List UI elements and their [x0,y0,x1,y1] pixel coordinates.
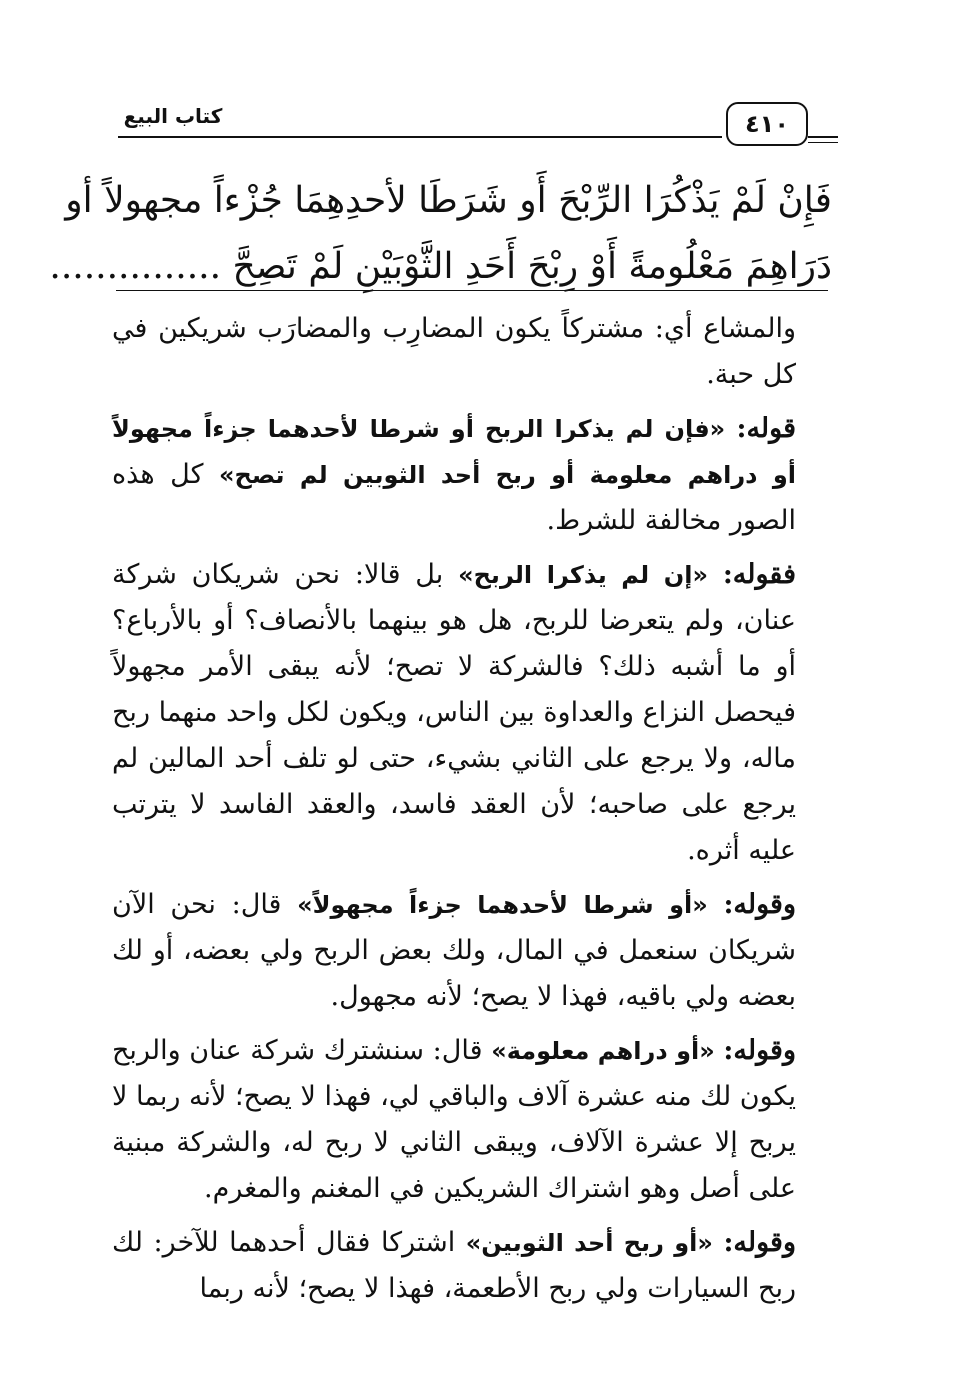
paragraph-lead: وقوله: [723,1227,796,1258]
matn-line-1: فَإِنْ لَمْ يَذْكُرَا الرِّبْحَ أَو شَرَطَا لأحدِهِمَا جُزْءاً مجهولاً أو [65,180,832,221]
paragraph-lead: قوله: [736,413,797,444]
matn-divider [116,290,828,291]
paragraph-lead: وقوله: [723,889,796,920]
paragraph-3 [112,552,832,874]
page-header [118,100,836,156]
paragraph-4 [112,882,832,1020]
matn-text [49,168,832,300]
paragraph-text: قال: نحن الآن شريكان سنعمل في المال، ولك بعض الربح ولي بعضه، أو لك بعضه ولي باقيه، فهذا لا يصح؛ لأنه مجهول. [112,889,796,1012]
paragraph-quote: «أو دراهم معلومة» [491,1037,715,1065]
paragraph-1 [112,306,832,398]
running-title: كتاب البيع [123,104,223,128]
header-rule [118,136,722,138]
paragraph-lead: فقوله: [722,559,796,590]
paragraph-quote: «فإن لم يذكرا الربح أو شرطا لأحدهما جزءاً مجهولاً أو دراهم معلومة أو ربح أحد الثوبين لم تصح» [112,415,796,489]
paragraph-quote: «أو شرطا لأحدهما جزءاً مجهولاً» [297,891,708,919]
header-rule-short [808,136,838,138]
paragraph-6 [112,1220,832,1312]
paragraph-text: والمشاع أي: مشتركاً يكون المضارِب والمضارَب شريكين في كل حبة. [112,313,796,390]
paragraph-text: قال: سنشترك شركة عنان والربح يكون لك منه عشرة آلاف والباقي لي، فهذا لا يصح؛ لأنه ربما لا يربح إلا عشرة الآلاف، ويبقى الثاني لا ربح له، والشركة مبنية على أصل وهو اشتراك الشريكين في المغنم والمغرم. [112,1035,796,1204]
paragraph-text: اشتركا فقال أحدهما للآخر: لك ربح السيارات ولي ربح الأطعمة، فهذا لا يصح؛ لأنه ربما [112,1227,796,1304]
page-number-badge: ٤١٠ [726,102,808,146]
paragraph-text: كل هذه الصور مخالفة للشرط. [112,459,796,536]
paragraph-text: بل قالا: نحن شريكان شركة عنان، ولم يتعرضا للربح، هل هو بينهما بالأنصاف؟ أو بالأرباع؟ أو ما أشبه ذلك؟ فالشركة لا تصح؛ لأنه يبقى الأمر مجهولاً فيحصل النزاع والعداوة بين الناس، ويكون لكل واحد منهما ربح ماله، ولا يرجع على الثاني بشيء، حتى لو تلف أحد المالين لم يرجع على صاحبه؛ لأن العقد فاسد، والعقد الفاسد لا يترتب عليه أثره. [112,559,796,866]
paragraph-2 [112,406,832,544]
paragraph-lead: وقوله: [723,1035,796,1066]
matn-line-2: دَرَاهِمَ مَعْلُومةً أَوْ رِبْحَ أَحَدِ الثَّوْبَيْنِ لَمْ تَصِحَّ ............... [49,246,832,287]
paragraph-quote: «إن لم يذكرا الربح» [458,561,708,589]
commentary-text [112,306,832,1320]
paragraph-5 [112,1028,832,1212]
paragraph-quote: «أو ربح أحد الثوبين» [465,1229,713,1257]
